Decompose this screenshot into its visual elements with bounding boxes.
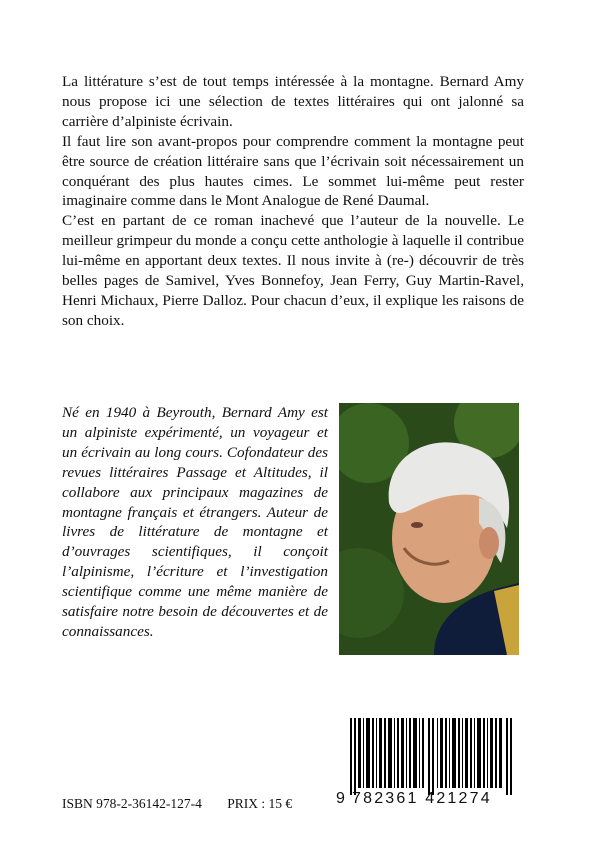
summary-paragraph-3: C’est en partant de ce roman inachevé que l’auteur de la nouvelle. Le meilleur grimpeur du monde a conçu cette anthologie à laquelle il contribue lui-même en apportant deux textes. Il nous invite à (re-) découvrir de très belles pages de Samivel, Yves Bonnefoy, Jean Ferry, Guy Martin-Ravel, Henri Michaux, Pierre Dalloz. Pour chacun d’eux, il explique les raisons de son choix.: [62, 212, 524, 329]
isbn: ISBN 978-2-36142-127-4: [62, 796, 202, 811]
price: PRIX : 15 €: [227, 796, 293, 811]
barcode: [336, 712, 519, 816]
summary-paragraph-2: Il faut lire son avant-propos pour comprendre comment la montagne peut être source de création littéraire sans que l’écrivain soit nécessairement un conquérant des plus hautes cimes. Le sommet lui-même peut rester imaginaire comme dans le Mont Analogue de René Daumal.: [62, 132, 524, 210]
summary-paragraph-1: La littérature s’est de tout temps intéressée à la montagne. Bernard Amy nous propose ici une sélection de textes littéraires qui ont jalonné sa carrière d’alpiniste écrivain.: [62, 73, 524, 130]
author-photo: [339, 403, 519, 655]
footer: [62, 796, 314, 812]
barcode-bars: [350, 718, 512, 795]
back-cover-summary: [62, 72, 524, 331]
barcode-digits: 782361 421274: [352, 790, 492, 807]
barcode-lead-digit: 9: [336, 790, 346, 807]
author-bio: Né en 1940 à Beyrouth, Bernard Amy est un alpiniste expérimenté, un voyageur et un écrivain au long cours. Cofondateur des revues littéraires Passage et Altitudes, il collabore aux principaux magazines de montagne français et étrangers. Auteur de livres de littérature de montagne et d’ouvrages scientifiques, il conçoit l’alpinisme, l’écriture et l’investigation scientifique comme une même manière de satisfaire notre besoin de découvertes et de connaissances.: [62, 404, 328, 640]
